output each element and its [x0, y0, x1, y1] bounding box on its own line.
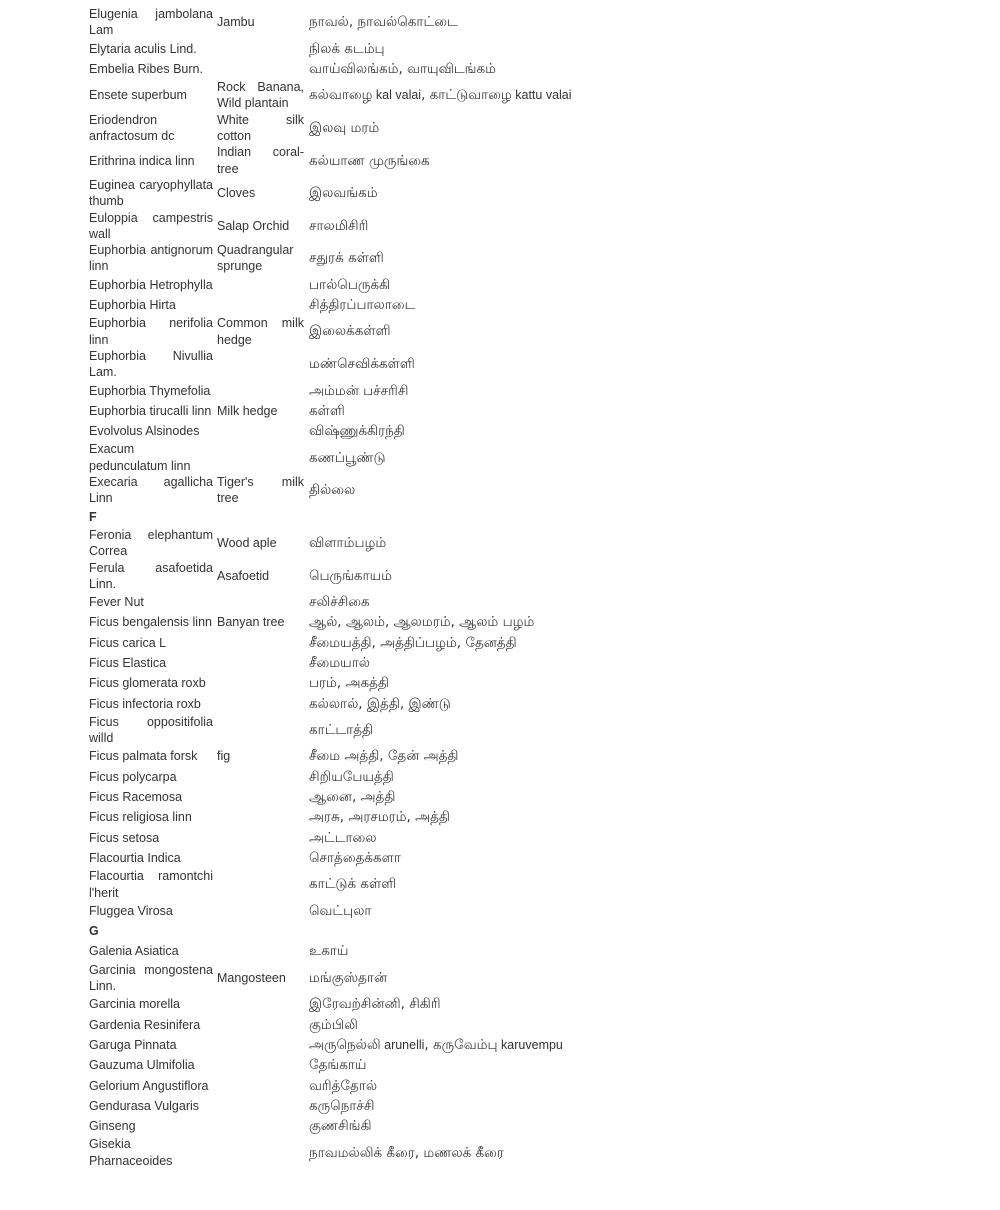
tamil-name-cell: உகாய்: [309, 943, 349, 960]
tamil-name-cell: வரித்தோல்: [309, 1077, 378, 1094]
english-name-cell: [215, 633, 306, 653]
botanical-name-cell: Elugenia jambolana Lam: [89, 7, 213, 38]
english-name-cell: [215, 868, 306, 901]
table-row: [87, 348, 574, 381]
botanical-name-cell: Exacum pedunculatum linn: [89, 442, 191, 473]
transliteration-text: kattu valai: [511, 88, 572, 103]
english-name-cell: fig: [217, 749, 231, 764]
botanical-name-cell: Flacourtia ramontchi l'herit: [89, 869, 213, 900]
botanical-name-cell: Gelorium Angustiflora: [89, 1078, 209, 1093]
tamil-name-cell: விஷ்ணுக்கிரந்தி: [309, 423, 405, 440]
botanical-name-cell: Ficus glomerata roxb: [89, 676, 206, 691]
botanical-name-cell: Flacourtia Indica: [89, 850, 181, 865]
english-name-cell: Banyan tree: [217, 615, 285, 630]
english-name-cell: [215, 348, 306, 381]
table-row: [87, 295, 574, 315]
tamil-name-cell: வாய்விலங்கம், வாயுவிடங்கம்: [309, 60, 496, 77]
table-row: [87, 612, 574, 632]
english-name-cell: [215, 1116, 306, 1136]
botanical-name-cell: Gendurasa Vulgaris: [89, 1098, 200, 1113]
table-row: [87, 994, 574, 1014]
transliteration-text: arunelli: [380, 1037, 425, 1052]
tamil-name-cell: காட்டுக் கள்ளி: [309, 876, 397, 893]
table-row: [87, 807, 574, 827]
table-row: [87, 39, 574, 59]
english-name-cell: [215, 828, 306, 848]
english-name-cell: Tiger's milk tree: [217, 475, 304, 506]
tamil-name-cell: பால்பெருக்கி: [309, 276, 391, 293]
section-letter-heading: G: [89, 924, 99, 939]
tamil-name-cell: இலைக்கள்ளி: [309, 323, 391, 340]
botanical-name-cell: Euloppia campestris wall: [89, 210, 213, 241]
botanical-name-cell: Ficus religiosa linn: [89, 810, 192, 825]
tamil-name-cell: அரசு, அரசமரம், அத்தி: [309, 809, 450, 826]
table-row: [87, 848, 574, 868]
tamil-name-cell: வெட்புலா: [309, 902, 372, 919]
english-name-cell: Mangosteen: [217, 970, 286, 985]
table-row: [87, 59, 574, 79]
english-name-cell: [215, 673, 306, 693]
tamil-name-cell: கல்லால், இத்தி, இண்டு: [309, 695, 451, 712]
english-name-cell: [215, 592, 306, 612]
tamil-name-cell: சீமை அத்தி, தேன் அத்தி: [309, 748, 459, 765]
table-row: [87, 767, 574, 787]
english-name-cell: [215, 381, 306, 401]
tamil-name-cell: சாலமிசிரி: [309, 217, 369, 234]
english-name-cell: [215, 1076, 306, 1096]
botanical-name-cell: Ficus bengalensis linn: [89, 615, 212, 630]
tamil-name-cell: சலிச்சிகை: [309, 594, 370, 611]
botanical-name-cell: Galenia Asiatica: [89, 944, 179, 959]
botanical-name-cell: Euphorbia antignorum linn: [89, 243, 213, 274]
botanical-name-cell: Garcinia mongostena Linn.: [89, 962, 213, 994]
table-row: [87, 694, 574, 714]
english-name-cell: [215, 441, 306, 474]
table-row: [87, 421, 574, 441]
tamil-name-cell: கணப்பூண்டு: [309, 449, 386, 466]
tamil-name-cell: இரேவற்சின்னி, சிகிரி: [309, 996, 441, 1013]
table-row: [87, 560, 574, 593]
botanical-name-cell: Embelia Ribes Burn.: [89, 61, 203, 76]
table-row: [87, 177, 574, 210]
botanical-name-cell: Euphorbia Nivullia Lam.: [89, 348, 213, 380]
tamil-text: , காட்டுவாழை: [421, 87, 512, 104]
botanical-name-cell: Evolvolus Alsinodes: [89, 424, 200, 439]
table-row: [87, 962, 574, 995]
table-row: [87, 1096, 574, 1116]
tamil-name-cell: இலவங்கம்: [309, 185, 378, 202]
english-name-cell: [215, 1035, 306, 1055]
tamil-name-cell: சதுரக் கள்ளி: [309, 250, 384, 267]
botanical-name-cell: Garuga Pinnata: [89, 1037, 177, 1052]
tamil-name-cell: குணசிங்கி: [309, 1118, 372, 1135]
table-row: [87, 1015, 574, 1035]
section-letter-row: [87, 507, 574, 527]
english-name-cell: [215, 295, 306, 315]
table-row: [87, 79, 574, 112]
table-row: [87, 315, 574, 348]
botanical-name-cell: Ferula asafoetida Linn.: [89, 560, 213, 591]
botanical-name-cell: Ficus carica L: [89, 635, 167, 650]
tamil-name-cell: நாவல், நாவல்கொட்டை: [309, 14, 458, 31]
english-name-cell: Asafoetid: [217, 568, 270, 583]
table-row: [87, 474, 574, 507]
table-row: [87, 673, 574, 693]
tamil-name-cell: தில்லை: [309, 482, 356, 499]
english-name-cell: [215, 59, 306, 79]
table-row: [87, 527, 574, 560]
english-name-cell: [215, 653, 306, 673]
table-row: [87, 828, 574, 848]
botanical-name-cell: Ficus oppositifolia willd: [89, 714, 213, 746]
section-letter-heading: F: [89, 509, 97, 524]
table-row: [87, 1076, 574, 1096]
tamil-name-cell: கல்யாண முருங்கை: [309, 152, 430, 169]
english-name-cell: [215, 941, 306, 961]
transliteration-text: kal valai: [372, 88, 422, 103]
table-row: [87, 242, 574, 275]
transliteration-text: karuvempu: [497, 1037, 563, 1052]
english-name-cell: Jambu: [217, 15, 255, 30]
tamil-name-cell: சொத்தைக்களா: [309, 849, 401, 866]
english-name-cell: Rock Banana, Wild plantain: [217, 80, 304, 111]
table-row: [87, 210, 574, 243]
tamil-name-cell: தேங்காய்: [309, 1057, 367, 1074]
table-row: [87, 1055, 574, 1075]
english-name-cell: Salap Orchid: [217, 218, 290, 233]
botanical-name-cell: Euphorbia tirucalli linn: [89, 403, 212, 418]
table-row: [87, 1136, 574, 1169]
table-row: [87, 653, 574, 673]
botanical-name-cell: Ficus polycarpa: [89, 769, 177, 784]
table-row: [87, 1035, 574, 1055]
table-row: [87, 112, 574, 145]
tamil-text: , கருவேம்பு: [424, 1036, 498, 1053]
table-row: [87, 1116, 574, 1136]
botanical-name-cell: Euphorbia nerifolia linn: [89, 316, 213, 347]
botanical-name-cell: Ensete superbum: [89, 88, 187, 103]
plant-names-table: [87, 6, 574, 1169]
botanical-name-cell: Ficus palmata forsk: [89, 749, 198, 764]
table-row: [87, 441, 574, 474]
table-row: [87, 6, 574, 39]
botanical-name-cell: Garcinia morella: [89, 997, 181, 1012]
tamil-name-cell: கும்பிலி: [309, 1016, 358, 1033]
botanical-name-cell: Euphorbia Thymefolia: [89, 383, 211, 398]
english-name-cell: Indian coral-tree: [217, 145, 304, 176]
botanical-name-cell: Gardenia Resinifera: [89, 1017, 201, 1032]
botanical-name-cell: Ficus Racemosa: [89, 790, 183, 805]
tamil-name-cell: சீமையத்தி, அத்திப்பழம், தேனத்தி: [309, 634, 517, 651]
botanical-name-cell: Euphorbia Hetrophylla: [89, 277, 213, 292]
table-row: [87, 381, 574, 401]
english-name-cell: [215, 39, 306, 59]
botanical-name-cell: Feronia elephantum Correa: [89, 527, 213, 559]
table-row: [87, 787, 574, 807]
tamil-name-cell: அம்மன் பச்சரிசி: [309, 382, 409, 399]
botanical-name-cell: Ficus setosa: [89, 830, 160, 845]
botanical-name-cell: Gisekia Pharnaceoides: [89, 1137, 173, 1168]
english-name-cell: [215, 994, 306, 1014]
english-name-cell: [215, 275, 306, 295]
english-name-cell: [215, 421, 306, 441]
plant-names-table-body: [87, 6, 574, 1169]
english-name-cell: White silk cotton: [217, 112, 304, 144]
table-row: [87, 714, 574, 747]
table-row: [87, 144, 574, 177]
botanical-name-cell: Euginea caryophyllata thumb: [89, 177, 213, 209]
english-name-cell: Wood aple: [217, 536, 277, 551]
botanical-name-cell: Erithrina indica linn: [89, 153, 195, 168]
english-name-cell: [215, 1055, 306, 1075]
tamil-text: கல்வாழை: [309, 87, 373, 104]
english-name-cell: [215, 767, 306, 787]
tamil-name-cell: கருநொச்சி: [309, 1097, 375, 1114]
tamil-name-cell: ஆல், ஆலம், ஆலமரம், ஆலம் பழம்: [309, 614, 535, 631]
tamil-name-cell: பெருங்காயம்: [309, 567, 393, 584]
tamil-name-cell: [306, 1035, 574, 1055]
table-row: [87, 592, 574, 612]
tamil-name-cell: விளாம்பழம்: [309, 535, 387, 552]
botanical-name-cell: Euphorbia Hirta: [89, 298, 176, 313]
tamil-name-cell: மங்குஸ்தான்: [309, 969, 388, 986]
botanical-name-cell: Fluggea Virosa: [89, 903, 173, 918]
tamil-name-cell: [306, 79, 574, 112]
botanical-name-cell: Ficus Elastica: [89, 655, 167, 670]
tamil-name-cell: சித்திரப்பாலாடை: [309, 297, 416, 314]
table-row: [87, 746, 574, 766]
tamil-name-cell: கள்ளி: [309, 402, 345, 419]
tamil-name-cell: இலவு மரம்: [309, 119, 380, 136]
tamil-name-cell: ஆனை, அத்தி: [309, 789, 396, 806]
table-row: [87, 633, 574, 653]
english-name-cell: Cloves: [217, 186, 256, 201]
tamil-text: அருநெல்லி: [309, 1036, 381, 1053]
english-name-cell: [215, 1015, 306, 1035]
table-row: [87, 901, 574, 921]
section-letter-row: [87, 921, 574, 941]
botanical-name-cell: Ficus infectoria roxb: [89, 696, 201, 711]
english-name-cell: [215, 848, 306, 868]
tamil-name-cell: நாவமல்லிக் கீரை, மணலக் கீரை: [309, 1144, 504, 1161]
english-name-cell: Common milk hedge: [217, 316, 304, 347]
tamil-name-cell: நிலக் கடம்பு: [309, 40, 385, 57]
english-name-cell: Quadrangular sprunge: [217, 243, 294, 274]
english-name-cell: [215, 714, 306, 747]
botanical-name-cell: Eriodendron anfractosum dc: [89, 112, 175, 144]
tamil-name-cell: காட்டாத்தி: [309, 722, 374, 739]
english-name-cell: [215, 807, 306, 827]
tamil-name-cell: மண்செவிக்கள்ளி: [309, 356, 415, 373]
botanical-name-cell: Gauzuma Ulmifolia: [89, 1058, 195, 1073]
tamil-name-cell: சீமையால்: [309, 654, 370, 671]
table-row: [87, 941, 574, 961]
tamil-name-cell: சிறியபேயத்தி: [309, 768, 394, 785]
table-row: [87, 401, 574, 421]
tamil-name-cell: அட்டாலை: [309, 829, 377, 846]
english-name-cell: [215, 787, 306, 807]
english-name-cell: [215, 694, 306, 714]
table-row: [87, 868, 574, 901]
english-name-cell: [215, 1136, 306, 1169]
botanical-name-cell: Fever Nut: [89, 595, 144, 610]
english-name-cell: [215, 1096, 306, 1116]
botanical-name-cell: Execaria agallicha Linn: [89, 475, 213, 506]
english-name-cell: [215, 901, 306, 921]
tamil-name-cell: பரம், அகத்தி: [309, 675, 389, 692]
table-row: [87, 275, 574, 295]
botanical-name-cell: Ginseng: [89, 1119, 136, 1134]
botanical-name-cell: Elytaria aculis Lind.: [89, 41, 197, 56]
english-name-cell: Milk hedge: [217, 403, 278, 418]
